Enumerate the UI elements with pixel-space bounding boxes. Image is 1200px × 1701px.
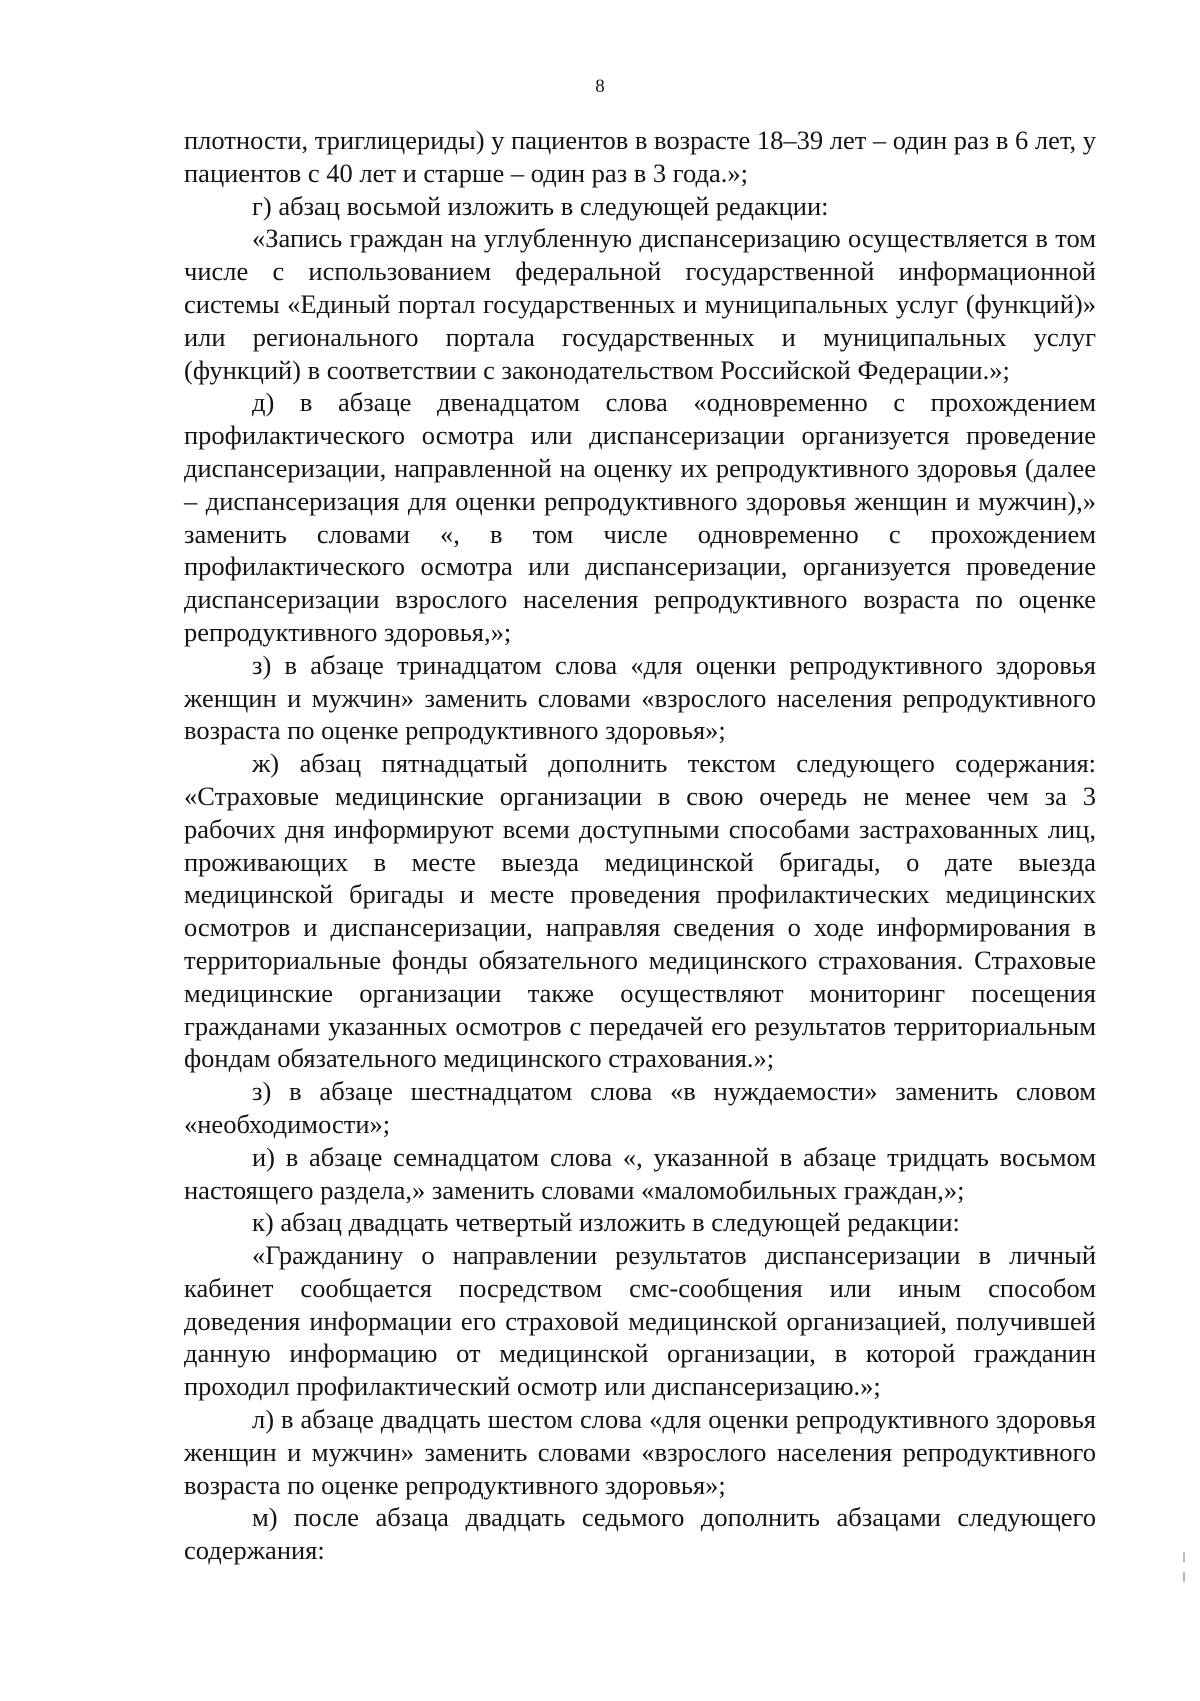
paragraph: д) в абзаце двенадцатом слова «одновременно с прохождением профилактического осмотра или диспансеризации организуется проведение диспансеризации, направленной на оценку их репродуктивного здоровья (далее – диспансеризация для оценки репродуктивного здоровья женщин и мужчин),» заменить словами «, в том числе одновременно с прохождением профилактического осмотра или диспансеризации, организуется проведение диспансеризации взрослого населения репродуктивного возраста по оценке репродуктивного здоровья,»; [184,387,1096,647]
page-number: 8 [595,76,605,97]
paragraph: «Гражданину о направлении результатов диспансеризации в личный кабинет сообщается посредством смс-сообщения или иным способом доведения информации его страховой медицинской организацией, получившей данную информацию от медицинской организации, в которой гражданин проходил профилактический осмотр или диспансеризацию.»; [184,1240,1096,1402]
scan-artifact [1183,1572,1185,1582]
paragraph: з) в абзаце шестнадцатом слова «в нуждаемости» заменить словом «необходимости»; [184,1076,1096,1139]
paragraph: и) в абзаце семнадцатом слова «, указанной в абзаце тридцать восьмом настоящего раздела,» заменить словами «маломобильных граждан,»; [184,1141,1096,1205]
paragraph: м) после абзаца двадцать седьмого дополнить абзацами следующего содержания: [184,1502,1096,1566]
paragraph: плотности, триглицериды) у пациентов в возрасте 18–39 лет – один раз в 6 лет, у пациентов с 40 лет и старше – один раз в 3 года.»; [184,125,1096,188]
paragraph: з) в абзаце тринадцатом слова «для оценки репродуктивного здоровья женщин и мужчин» заменить словами «взрослого населения репродуктивного возраста по оценке репродуктивного здоровья»; [184,649,1096,746]
scan-artifact [1183,1552,1185,1562]
paragraph: ж) абзац пятнадцатый дополнить текстом следующего содержания: «Страховые медицинские организации в свою очередь не менее чем за 3 рабочих дня информируют всеми доступными способами застрахованных лиц, проживающих в месте выезда медицинской бригады, о дате выезда медицинской бригады и месте проведения профилактических медицинских осмотров и диспансеризации, направляя сведения о ходе информирования в территориальные фонды обязательного медицинского страхования. Страховые медицинские организации также осуществляют мониторинг посещения гражданами указанных осмотров с передачей его результатов территориальным фондам обязательного медицинского страхования.»; [184,748,1096,1074]
paragraph: «Запись граждан на углубленную диспансеризацию осуществляется в том числе с использованием федеральной государственной информационной системы «Единый портал государственных и муниципальных услуг (функций)» или регионального портала государственных и муниципальных услуг (функций) в соответствии с законодательством Российской Федерации.»; [184,223,1096,385]
paragraph: г) абзац восьмой изложить в следующей редакции: [252,190,829,221]
document-body [184,124,1096,1567]
paragraph: к) абзац двадцать четвертый изложить в следующей редакции: [252,1207,960,1238]
paragraph: л) в абзаце двадцать шестом слова «для оценки репродуктивного здоровья женщин и мужчин» заменить словами «взрослого населения репродуктивного возраста по оценке репродуктивного здоровья»; [184,1404,1096,1500]
